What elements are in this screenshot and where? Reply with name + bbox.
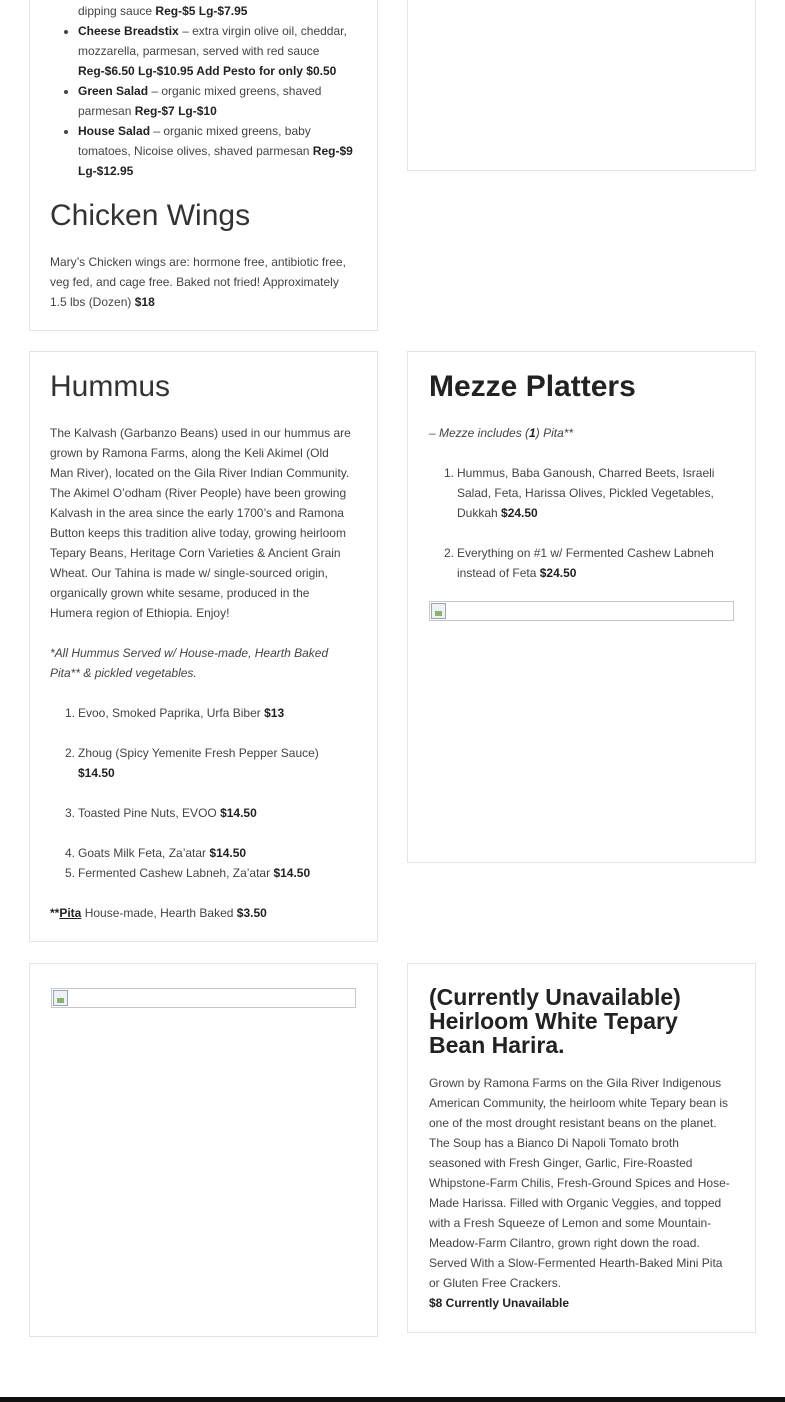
broken-image-icon (431, 603, 446, 619)
mezze-note: – Mezze includes (1) Pita** (429, 426, 574, 440)
list-item: dipping sauce Reg-$5 Lg-$7.95 (78, 4, 248, 18)
list-item: • House Salad – organic mixed greens, baby tomatoes, Nicoise olives, shaved parmesan Reg-$9 Lg-$12.95 (78, 121, 355, 181)
menu-card-mezze (407, 351, 756, 863)
section-heading-mezze: Mezze Platters (429, 370, 636, 403)
mezze-image (429, 601, 734, 621)
list-item: 5. Fermented Cashew Labneh, Za’atar $14.50 (65, 866, 311, 880)
image-card-bottom (29, 963, 378, 1337)
menu-card-salads-wings (29, 0, 378, 331)
list-item: • Cheese Breadstix – extra virgin olive oil, cheddar, mozzarella, parmesan, served with red sauce Reg-$6.50 Lg-$10.95 Add Pesto for only $0.50 (78, 21, 355, 81)
broken-image-icon (53, 990, 68, 1006)
wings-description: Mary’s Chicken wings are: hormone free, antibiotic free, veg fed, and cage free. Baked not fried! Approximately 1.5 lbs (Dozen) $18 (50, 255, 346, 309)
section-heading-harira: (Currently Unavailable) Heirloom White Tepary Bean Harira. (429, 984, 681, 1058)
harira-price: $8 Currently Unavailable (429, 1296, 570, 1310)
menu-card-hummus (29, 351, 378, 942)
hummus-note: *All Hummus Served w/ House-made, Hearth Baked Pita** & pickled vegetables. (50, 646, 329, 680)
harira-description: Grown by Ramona Farms on the Gila River Indigenous American Community, the heirloom white Tepary bean is one of the most drought resistant beans on the planet. The Soup has a Bianco Di Napoli Tomato broth seasoned with Fresh Ginger, Garlic, Fire-Roasted Whipstone-Farm Chilis, Fresh-Ground Spices and Hose-Made Harissa. Filled with Organic Veggies, and topped with a Fresh Squeeze of Lemon and some Mountain-Meadow-Farm Cilantro, grown right down the road. Served With a Slow-Fermented Hearth-Baked Mini Pita or Gluten Free Crackers. (429, 1076, 730, 1290)
hummus-description: The Kalvash (Garbanzo Beans) used in our hummus are grown by Ramona Farms, along the Keli Akimel (Old Man River), located on the Gila River Indian Community. The Akimel O’odham (River People) have been growing Kalvash in the area since the early 1700’s and Ramona Button keeps this tradition alive today, growing heirloom Tepary Beans, Heritage Corn Varieties & Ancient Grain Wheat. Our Tahina is made w/ single-sourced origin, organically grown white sesame, produced in the Humera region of Ethiopia. Enjoy! (50, 426, 351, 620)
mezze-list (429, 463, 734, 583)
section-heading-hummus: Hummus (50, 370, 171, 403)
list-item: 1. Hummus, Baba Ganoush, Charred Beets, Israeli Salad, Feta, Harissa Olives, Pickled Vegetables, Dukkah $24.50 (444, 466, 715, 520)
hummus-image (51, 988, 356, 1008)
list-item: 2. Everything on #1 w/ Fermented Cashew Labneh instead of Feta $24.50 (444, 546, 714, 580)
image-card-top (407, 0, 756, 171)
pita-link[interactable]: Pita (59, 906, 82, 920)
hummus-list (50, 703, 355, 883)
section-heading-chicken-wings: Chicken Wings (50, 199, 251, 232)
list-item: 3. Toasted Pine Nuts, EVOO $14.50 (65, 806, 257, 820)
menu-card-harira (407, 963, 756, 1333)
list-item: 2. Zhoug (Spicy Yemenite Fresh Pepper Sauce) $14.50 (65, 746, 319, 780)
footer-bar (0, 1397, 785, 1402)
bread-salad-list (50, 21, 355, 181)
list-item: • Green Salad – organic mixed greens, shaved parmesan Reg-$7 Lg-$10 (78, 81, 355, 121)
list-item: 4. Goats Milk Feta, Za’atar $14.50 (65, 846, 247, 860)
list-item: 1. Evoo, Smoked Paprika, Urfa Biber $13 (65, 706, 285, 720)
pita-line: **Pita House-made, Hearth Baked $3.50 (50, 906, 267, 920)
salad-list (50, 1, 355, 21)
